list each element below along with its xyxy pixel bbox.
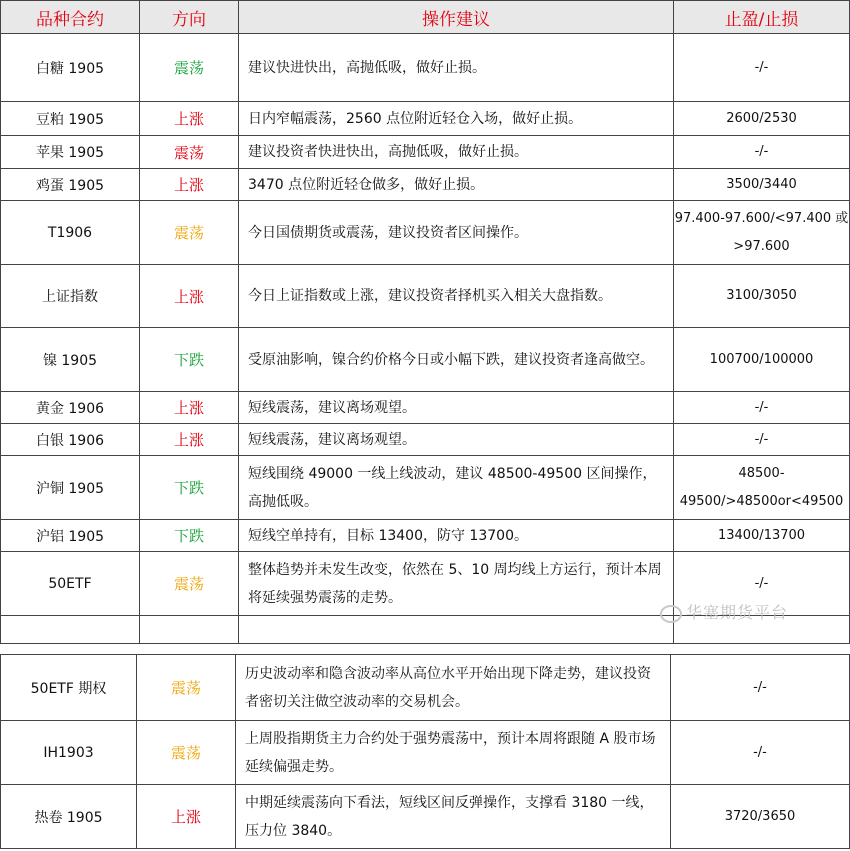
direction: 震荡	[140, 552, 239, 616]
table-row	[1, 328, 850, 392]
header-name: 品种合约	[1, 1, 140, 34]
stop-level: 2600/2530	[674, 102, 850, 136]
advice: 日内窄幅震荡，2560 点位附近轻仓入场，做好止损。	[239, 102, 674, 136]
stop-level: -/-	[674, 392, 850, 424]
advice: 建议快进快出，高抛低吸，做好止损。	[239, 34, 674, 102]
strategy-table-bottom	[0, 654, 850, 849]
advice: 上周股指期货主力合约处于强势震荡中，预计本周将跟随 A 股市场延续偏强走势。	[236, 721, 671, 785]
direction: 震荡	[137, 721, 236, 785]
contract-name: 苹果 1905	[1, 136, 140, 169]
contract-name: 沪铜 1905	[1, 456, 140, 520]
advice: 中期延续震荡向下看法，短线区间反弹操作，支撑看 3180 一线，压力位 3840。	[236, 785, 671, 849]
advice: 今日上证指数或上涨，建议投资者择机买入相关大盘指数。	[239, 265, 674, 328]
contract-name: 50ETF 期权	[1, 655, 137, 721]
direction: 上涨	[137, 785, 236, 849]
direction: 震荡	[140, 136, 239, 169]
stop-level: 3100/3050	[674, 265, 850, 328]
table-header-row	[1, 1, 850, 34]
table-row	[1, 201, 850, 265]
table-row	[1, 102, 850, 136]
contract-name: 50ETF	[1, 552, 140, 616]
contract-name: 豆粕 1905	[1, 102, 140, 136]
advice: 短线空单持有，目标 13400，防守 13700。	[239, 520, 674, 552]
stop-level: -/-	[674, 552, 850, 616]
table-row	[1, 520, 850, 552]
direction: 震荡	[137, 655, 236, 721]
table-row	[1, 456, 850, 520]
advice: 3470 点位附近轻仓做多，做好止损。	[239, 169, 674, 201]
advice: 今日国债期货或震荡，建议投资者区间操作。	[239, 201, 674, 265]
stop-level: 13400/13700	[674, 520, 850, 552]
wechat-icon	[660, 605, 682, 623]
contract-name: 上证指数	[1, 265, 140, 328]
advice: 建议投资者快进快出，高抛低吸，做好止损。	[239, 136, 674, 169]
table-row	[1, 34, 850, 102]
empty-cell	[239, 616, 674, 644]
stop-level: -/-	[674, 34, 850, 102]
stop-level: 97.400-97.600/<97.400 或>97.600	[674, 201, 850, 265]
stop-level: 3720/3650	[671, 785, 850, 849]
empty-cell	[140, 616, 239, 644]
direction: 上涨	[140, 169, 239, 201]
contract-name: 白银 1906	[1, 424, 140, 456]
direction: 上涨	[140, 424, 239, 456]
watermark-text: 华塞期货平台	[686, 603, 789, 622]
direction: 上涨	[140, 265, 239, 328]
contract-name: 黄金 1906	[1, 392, 140, 424]
advice: 历史波动率和隐含波动率从高位水平开始出现下降走势，建议投资者密切关注做空波动率的交易机会。	[236, 655, 671, 721]
stop-level: 48500-49500/>48500or<49500	[674, 456, 850, 520]
direction: 上涨	[140, 392, 239, 424]
contract-name: T1906	[1, 201, 140, 265]
contract-name: 热卷 1905	[1, 785, 137, 849]
table-row	[1, 265, 850, 328]
table-row	[1, 785, 850, 849]
direction: 震荡	[140, 201, 239, 265]
watermark	[660, 600, 788, 623]
advice: 整体趋势并未发生改变，依然在 5、10 周均线上方运行，预计本周将延续强势震荡的走势。	[239, 552, 674, 616]
direction: 下跌	[140, 456, 239, 520]
table-row	[1, 721, 850, 785]
stop-level: -/-	[674, 424, 850, 456]
direction: 震荡	[140, 34, 239, 102]
header-advice: 操作建议	[239, 1, 674, 34]
contract-name: 白糖 1905	[1, 34, 140, 102]
table-row	[1, 136, 850, 169]
stop-level: -/-	[674, 136, 850, 169]
direction: 下跌	[140, 328, 239, 392]
contract-name: 镍 1905	[1, 328, 140, 392]
stop-level: -/-	[671, 655, 850, 721]
advice: 短线震荡，建议离场观望。	[239, 392, 674, 424]
stop-level: -/-	[671, 721, 850, 785]
stop-level: 100700/100000	[674, 328, 850, 392]
table-row	[1, 392, 850, 424]
direction: 上涨	[140, 102, 239, 136]
header-stop: 止盈/止损	[674, 1, 850, 34]
header-direction: 方向	[140, 1, 239, 34]
stop-level: 3500/3440	[674, 169, 850, 201]
table-row	[1, 169, 850, 201]
direction: 下跌	[140, 520, 239, 552]
table-row	[1, 655, 850, 721]
advice: 受原油影响，镍合约价格今日或小幅下跌，建议投资者逢高做空。	[239, 328, 674, 392]
contract-name: 沪铝 1905	[1, 520, 140, 552]
table-row	[1, 424, 850, 456]
advice: 短线围绕 49000 一线上线波动，建议 48500-49500 区间操作，高抛低吸。	[239, 456, 674, 520]
advice: 短线震荡，建议离场观望。	[239, 424, 674, 456]
contract-name: IH1903	[1, 721, 137, 785]
empty-cell	[1, 616, 140, 644]
contract-name: 鸡蛋 1905	[1, 169, 140, 201]
